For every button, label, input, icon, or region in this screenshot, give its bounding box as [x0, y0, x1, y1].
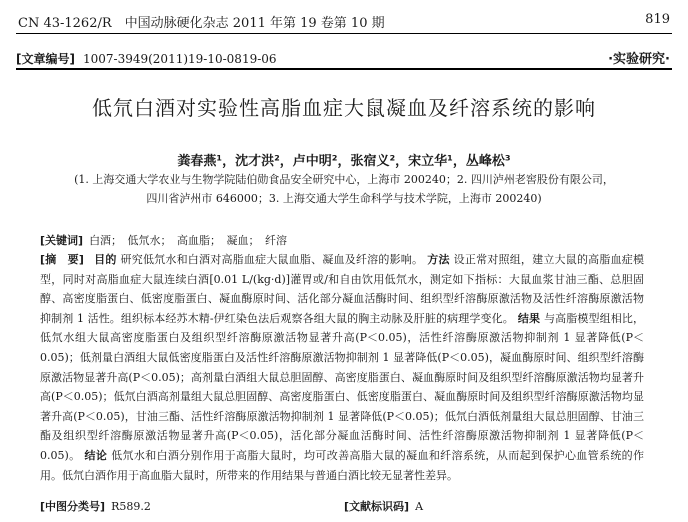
results-text: 与高脂模型组相比，低氘水组大鼠高密度脂蛋白及组织型纤溶酶原激活物显著升高(P＜0.05)，活性纤溶酶原激活物抑制剂 1 显著降低(P＜0.05)；低剂量白酒组大鼠低密度脂蛋白及活性纤溶酶原激活物抑制剂 1 显著降低(P＜0.05)，凝血酶原时间、组织型纤溶酶原激活物显著升高(P＜0.05)；高剂量白酒组大鼠总胆固醇、高密度脂蛋白、凝血酶原时间及组织型纤溶酶原激活物均显著升高(P＜0.05)；低氘白酒高剂量组大鼠总胆固醇、高密度脂蛋白、低密度脂蛋白、凝血酶原时间及组织型纤溶酶原激活物均显著升高(P＜0.05)，甘油三酯、活性纤溶酶原激活物抑制剂 1 显著降低(P＜0.05)；低氘白酒低剂量组大鼠总胆固醇、甘油三酯及组织型纤溶酶原激活物显著升高(P＜0.05)，活化部分凝血活酶时间、活性纤溶酶原激活物抑制剂 1 显著降低(P＜0.05)。	[40, 311, 644, 462]
methods-label: 方法	[427, 253, 450, 266]
keywords	[40, 231, 644, 251]
results-label: 结果	[517, 311, 541, 325]
clc-number	[40, 498, 151, 514]
abstract	[40, 250, 644, 485]
conclusion-text: 低氘水和白酒分别作用于高脂大鼠时，均可改善高脂大鼠的凝血和纤溶系统，从而起到保护心血管系统的作用。低氘白酒作用于高血脂大鼠时，所带来的作用结果与普通白酒比较无显著性差异。	[40, 448, 645, 482]
article-number-label: [文章编号]	[16, 52, 75, 66]
article-number	[16, 50, 277, 67]
objective-text: 研究低氘水和白酒对高脂血症大鼠血脂、凝血及纤溶的影响。	[120, 253, 424, 266]
keywords-text: 白酒； 低氘水； 高血脂； 凝血； 纤溶	[89, 234, 288, 247]
keywords-label: [关键词]	[40, 234, 84, 247]
clc-label: [中图分类号]	[40, 500, 106, 513]
affiliations	[40, 170, 648, 208]
doc-code-label: [文献标识码]	[344, 500, 410, 513]
affiliation-line: (1. 上海交通大学农业与生物学院陆伯勋食品安全研究中心，上海市 200240；2. 四川泸州老窖股份有限公司，	[74, 173, 614, 186]
section-rule	[16, 68, 672, 70]
author-list: 粪春燕¹，沈才洪²，卢中明²，张宿义²，宋立华¹，丛峰松³	[177, 154, 511, 169]
conclusion-label: 结论	[84, 448, 108, 462]
running-header: CN 43-1262/R 中国动脉硬化杂志 2011 年第 19 卷第 10 期	[18, 16, 385, 31]
abstract-label: [摘 要]	[40, 253, 84, 266]
article-number-value: 1007-3949(2011)19-10-0819-06	[82, 52, 277, 66]
methods-text: 设正常对照组，建立大鼠的高脂血症模型，同时对高脂血症大鼠连续白酒[0.01 L/(kg·d)]灌胃或/和自由饮用低氘水，测定如下指标：大鼠血浆甘油三酯、总胆固醇、高密度脂蛋白、低密度脂蛋白、凝血酶原时间、活化部分凝血活酶时间、组织型纤溶酶原激活物及活性纤溶酶原激活物抑制剂 1 活性。组织标本经苏木精-伊红染色法后观察各组大鼠的胸主动脉及肝脏的病理学变化。	[40, 253, 645, 325]
clc-value: R589.2	[111, 500, 151, 513]
document-code	[344, 498, 423, 514]
page-number: 819	[645, 12, 670, 27]
header-rule	[16, 33, 672, 34]
affiliation-line: 四川省泸州市 646000；3. 上海交通大学生命科学与技术学院，上海市 200240)	[146, 192, 542, 205]
article-title: 低氘白酒对实验性高脂血症大鼠凝血及纤溶系统的影响	[92, 96, 596, 120]
section-label: ·实验研究·	[608, 52, 670, 67]
objective-label: 目的	[93, 253, 117, 266]
doc-code-value: A	[415, 500, 424, 513]
